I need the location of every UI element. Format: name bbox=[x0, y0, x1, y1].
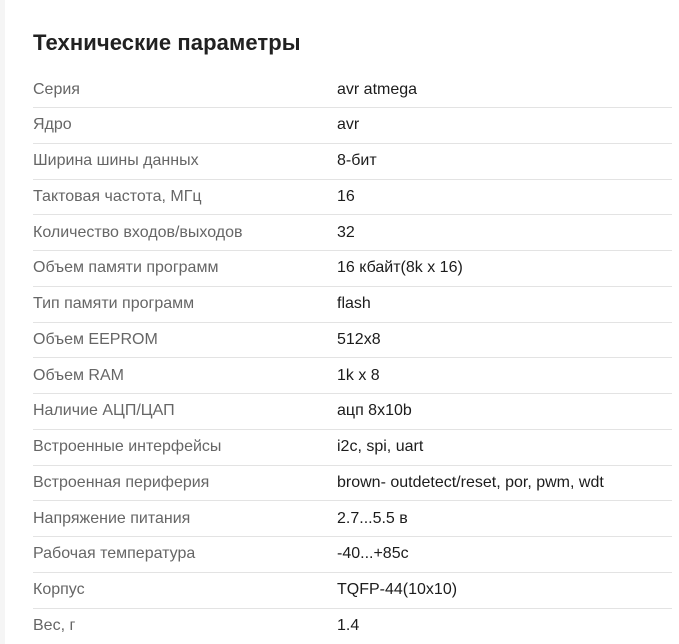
spec-row bbox=[33, 108, 672, 144]
spec-row bbox=[33, 287, 672, 323]
spec-row bbox=[33, 537, 672, 573]
spec-value: avr bbox=[337, 116, 360, 134]
spec-row bbox=[33, 501, 672, 537]
spec-value: 8-бит bbox=[337, 152, 377, 170]
spec-value: 1.4 bbox=[337, 617, 360, 635]
spec-label: Объем памяти программ bbox=[33, 259, 219, 277]
spec-value: avr atmega bbox=[337, 80, 418, 98]
spec-value: i2c, spi, uart bbox=[337, 438, 424, 456]
spec-row bbox=[33, 251, 672, 287]
spec-label: Объем RAM bbox=[33, 366, 124, 384]
spec-row bbox=[33, 72, 672, 108]
spec-label: Тактовая частота, МГц bbox=[33, 187, 202, 205]
section-title: Технические параметры bbox=[33, 30, 301, 55]
spec-row bbox=[33, 609, 672, 644]
spec-row bbox=[33, 215, 672, 251]
spec-label: Корпус bbox=[33, 581, 85, 599]
spec-value: ацп 8x10b bbox=[337, 402, 412, 420]
spec-value: 1k x 8 bbox=[337, 366, 380, 384]
spec-row bbox=[33, 573, 672, 609]
spec-value: -40...+85c bbox=[337, 545, 409, 563]
spec-label: Вес, г bbox=[33, 617, 76, 635]
spec-value: 512x8 bbox=[337, 330, 381, 348]
spec-value: brown- outdetect/reset, por, pwm, wdt bbox=[337, 473, 604, 491]
spec-row bbox=[33, 144, 672, 180]
spec-label: Наличие АЦП/ЦАП bbox=[33, 402, 175, 420]
spec-value: 16 bbox=[337, 187, 355, 205]
spec-label: Ядро bbox=[33, 116, 72, 134]
spec-value: 2.7...5.5 в bbox=[337, 509, 408, 527]
spec-label: Ширина шины данных bbox=[33, 152, 199, 170]
spec-value: flash bbox=[337, 295, 371, 313]
spec-label: Напряжение питания bbox=[33, 509, 191, 527]
spec-value: TQFP-44(10x10) bbox=[337, 581, 458, 599]
spec-table bbox=[33, 72, 672, 644]
spec-row bbox=[33, 323, 672, 359]
spec-label: Серия bbox=[33, 80, 80, 98]
spec-row bbox=[33, 358, 672, 394]
spec-label: Объем EEPROM bbox=[33, 330, 158, 348]
spec-label: Рабочая температура bbox=[33, 545, 196, 563]
spec-value: 16 кбайт(8k x 16) bbox=[337, 259, 463, 277]
spec-label: Количество входов/выходов bbox=[33, 223, 243, 241]
spec-row bbox=[33, 466, 672, 502]
spec-label: Тип памяти программ bbox=[33, 295, 195, 313]
page-edge-strip bbox=[0, 0, 5, 644]
spec-value: 32 bbox=[337, 223, 355, 241]
spec-label: Встроенные интерфейсы bbox=[33, 438, 222, 456]
spec-row bbox=[33, 394, 672, 430]
spec-label: Встроенная периферия bbox=[33, 473, 210, 491]
spec-row bbox=[33, 430, 672, 466]
spec-row bbox=[33, 180, 672, 216]
